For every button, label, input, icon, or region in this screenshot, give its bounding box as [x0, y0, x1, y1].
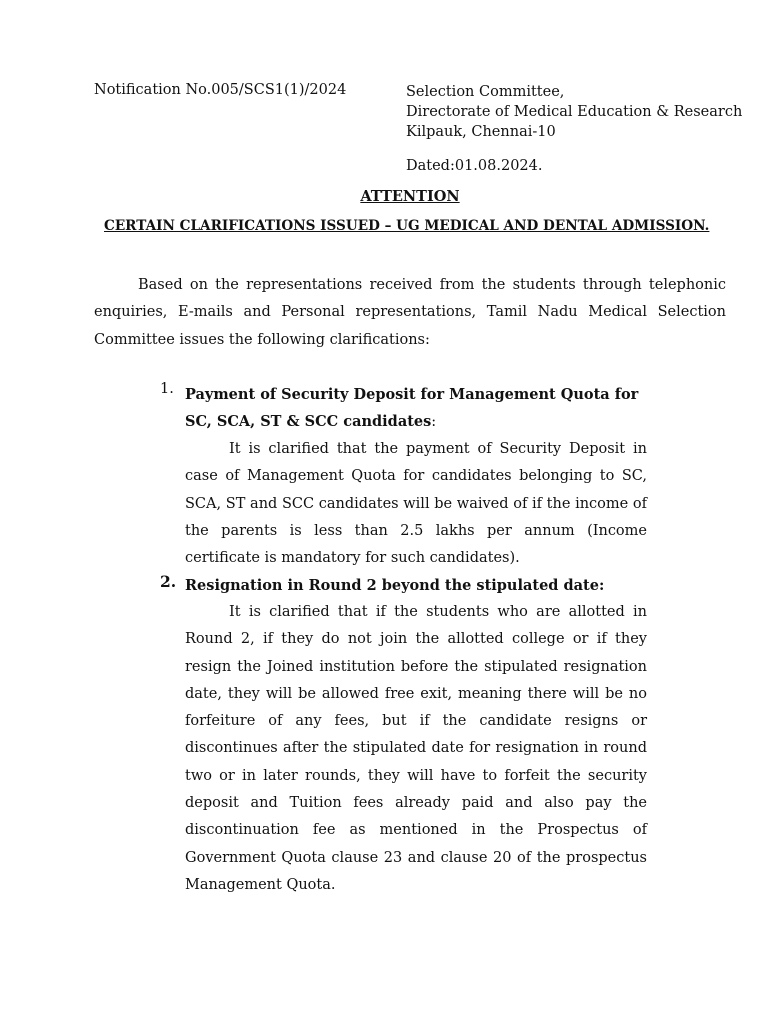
notification-number: Notification No.005/SCS1(1)/2024: [94, 82, 347, 98]
item-2-body-text: It is clarified that if the students who are allotted in Round 2, if they do not join the allotted college or if they resign the Joined institution before the stipulated resignation date, they will be allowed free exit, meaning there will be no forfeiture of any fees, but if the candidate resigns or discontinues after the stipulated date for resignation in round two or in later rounds, they will have to forfeit the security deposit and Tuition fees already paid and also pay the discontinuation fee as mentioned in the Prospectus of Government Quota clause 23 and clause 20 of the prospectus Management Quota.: [185, 604, 647, 893]
item-1-title-text: Payment of Security Deposit for Management Quota for SC, SCA, ST & SCC candidates: [185, 386, 639, 431]
intro-paragraph: [94, 272, 726, 354]
item-1-body-text: It is clarified that the payment of Security Deposit in case of Management Quota for candidates belonging to SC, SCA, ST and SCC candidates will be waived of if the income of the parents is less than 2.5 lakhs per annum (Income certificate is mandatory for such candidates).: [185, 441, 647, 567]
address-block: [406, 82, 742, 142]
document-date: Dated:01.08.2024.: [406, 158, 543, 174]
address-line-directorate: Directorate of Medical Education & Research: [406, 104, 743, 120]
item-1-body: [185, 436, 647, 572]
subject-heading: CERTAIN CLARIFICATIONS ISSUED – UG MEDICAL AND DENTAL ADMISSION.: [104, 218, 710, 234]
item-2-number: 2.: [160, 572, 177, 591]
attention-heading: ATTENTION: [360, 188, 460, 205]
item-1-title: [185, 381, 647, 437]
address-line-committee: Selection Committee,: [406, 84, 565, 100]
intro-text: Based on the representations received from the students through telephonic enquiries, E-mails and Personal representations, Tamil Nadu Medical Selection Committee issues the following clarifications:: [94, 277, 726, 348]
address-line-city: Kilpauk, Chennai-10: [406, 124, 556, 140]
item-2-title: Resignation in Round 2 beyond the stipulated date:: [185, 577, 605, 594]
item-2-body: [185, 599, 647, 899]
item-1-number: 1.: [160, 381, 174, 397]
item-1-title-suffix: :: [431, 414, 437, 431]
